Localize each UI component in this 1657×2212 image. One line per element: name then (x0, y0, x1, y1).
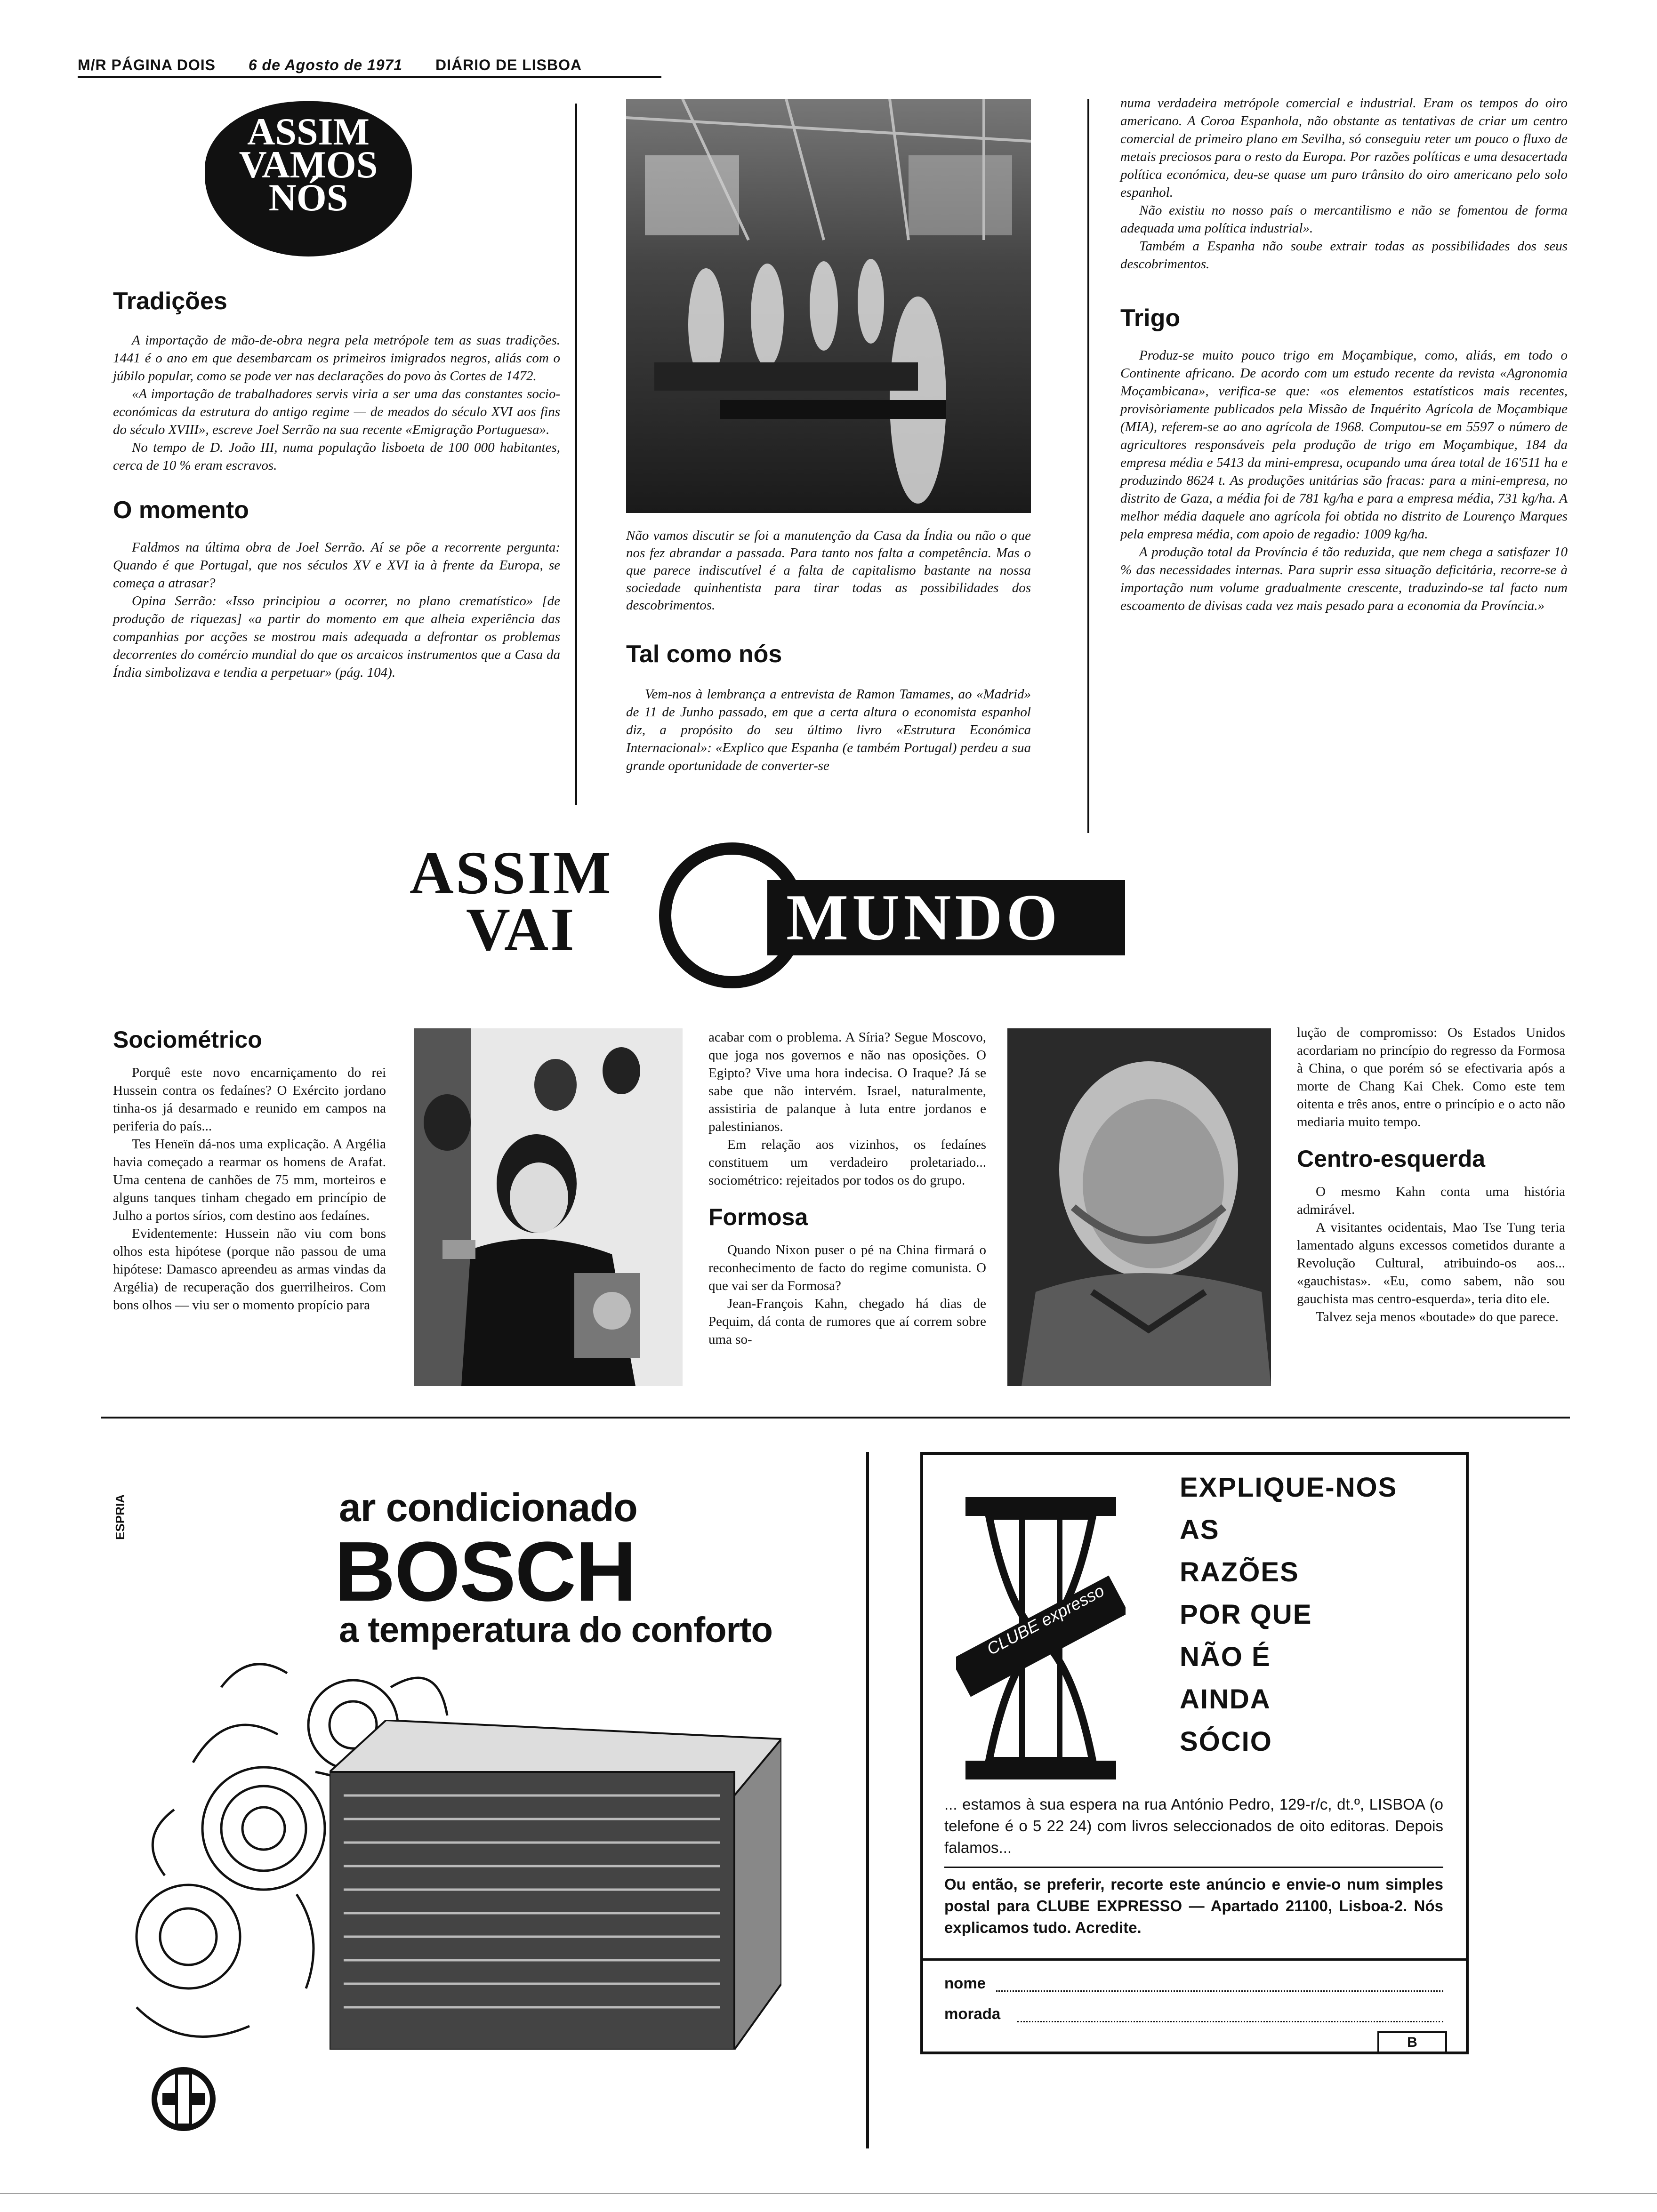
heading-sociometrico: Sociométrico (113, 1026, 262, 1053)
clube-badge-text: CLUBE expresso (983, 1580, 1108, 1659)
headline-line: NÃO É (1180, 1642, 1271, 1672)
paragraph: «A importação de trabalhadores servis viria a ser uma das constantes socio-económicas da estrutura do antigo regime — de meados do século XVI aos fins do século XVIII», escreve Joel Serrão na sua recente «Emigração Portuguesa». (113, 386, 560, 437)
column-1 (113, 287, 560, 681)
bosch-brand: BOSCH (334, 1524, 636, 1619)
article-formosa (708, 1241, 986, 1348)
paragraph: Quando Nixon puser o pé na China firmará o reconhecimento de facto do regime comunista. O que vai ser da Formosa? (708, 1242, 986, 1293)
headline-line: AINDA (1180, 1684, 1271, 1715)
heading-formosa: Formosa (708, 1204, 808, 1230)
paragraph: Tes Heneïn dá-nos uma explicação. A Argélia havia começado a rearmar os homens de Arafat. Uma centena de canhões de 75 mm, morteiros e alguns tanques tinham chegado em princípio de Julho a portos sírios, com destino aos fedaínes. (113, 1137, 386, 1223)
logo-line: VAMOS (239, 143, 378, 186)
heading-trigo: Trigo (1120, 305, 1181, 332)
paragraph: A visitantes ocidentais, Mao Tse Tung teria lamentado alguns excessos cometidos durante a Revolução Cultural, atribuindo-os aos... «gauchistas». «Eu, como sabem, não sou gauchista mas centro-esquerda», teria dito ele. (1297, 1220, 1565, 1306)
paragraph: Em relação aos vizinhos, os fedaínes constituem um verdadeiro proletariado... sociométrico: rejeitados por todos os do grupo. (708, 1137, 986, 1188)
paragraph: Vem-nos à lembrança a entrevista de Ramon Tamames, ao «Madrid» de 11 de Junho passado, em que a certa altura o economista espanhol diz, a propósito do seu último livro «Estrutura Económica Internacional»: «Explico que Espanha (e também Portugal) perdeu a sua grande oportunidade de converter-se (626, 687, 1031, 773)
paragraph: Talvez seja menos «boutade» do que parece. (1316, 1309, 1559, 1324)
article-o-momento (113, 538, 560, 681)
paragraph: No tempo de D. João III, numa população lisboeta de 100 000 habitantes, cerca de 10 % eram escravos. (113, 440, 560, 473)
article-sociometrico (113, 1064, 386, 1314)
article-formosa-cont (1297, 1024, 1565, 1131)
column-centro-esquerda (1297, 1024, 1565, 1326)
paragraph: Porquê este novo encarniçamento do rei Hussein contra os fedaínes? O Exército jordano tinha-os já desarmado e reunido em campos na periferia do país... (113, 1065, 386, 1134)
headline-line: POR QUE (1180, 1599, 1312, 1630)
column-divider (575, 104, 577, 805)
masthead-date: 6 de Agosto de 1971 (248, 56, 403, 73)
coupon-morada-label: morada (944, 2005, 1001, 2022)
chiang-photo (1007, 1028, 1271, 1386)
headline-line: SÓCIO (1180, 1726, 1272, 1757)
bosch-ad (94, 1452, 869, 2148)
column-3 (1120, 94, 1568, 615)
paragraph: acabar com o problema. A Síria? Segue Moscovo, que joga nos governos e não nas oposições. O Egipto? Vive uma hora indecisa. O Iraque? Já se sabe que não intervém. Israel, naturalmente, assistiria de palanque à luta entre jordanos e palestinianos. (708, 1030, 986, 1134)
ad-agency-mark: ESPRIA (113, 1494, 127, 1540)
heading-tradicoes: Tradições (113, 288, 227, 315)
paragraph: Faldmos na última obra de Joel Serrão. Aí se põe a recorrente pergunta: Quando é que Portugal, que nos séculos XV e XVI ia à frente da Europa, se começa a atrasar? (113, 540, 560, 591)
bosch-line-1: ar condicionado (339, 1485, 637, 1530)
headline-line: RAZÕES (1180, 1557, 1299, 1587)
paragraph: Também a Espanha não soube extrair todas as possibilidades dos seus descobrimentos. (1120, 239, 1568, 272)
clube-headline (1180, 1467, 1397, 1763)
heading-centro-esquerda: Centro-esquerda (1297, 1146, 1486, 1172)
bosch-tagline: a temperatura do conforto (339, 1610, 772, 1650)
paragraph: Produz-se muito pouco trigo em Moçambique, como, aliás, em todo o Continente africano. De acordo com um estudo recente da revista «Agronomia Moçambicana», verifica-se que: «os elementos estatísticos mais recentes, provisòriamente publicados pela Missão de Inquérito Agrícola de Moçambique (MIA), referem-se ao ano agrícola de 1968. Computou-se em 5597 o número de agricultores responsáveis pela produção de trigo em Moçambique, 184 da empresa média e 5413 da mini-empresa, ocupando uma área total de 16'511 ha e produzindo 8624 t. As produções unitárias são fracas: para a mini-empresa, no distrito de Gaza, a média foi de 781 kg/ha e para a empresa média, 731 kg/ha. A melhor média daquele ano agrícola foi obtida no distrito de Lourenço Marques pela empresa média, com apoio de regadio: 1009 kg/ha. (1120, 348, 1568, 542)
photo-caption: Não vamos discutir se foi a manutenção da Casa da Índia ou não o que nos fez abrandar a passada. Para tanto nos falta a competência. Mas o que parece indiscutível é a falta de capitalismo bastante na nossa sociedade quinhentista para tirar todas as possibilidades dos descobrimentos. (626, 528, 1031, 613)
article-continued (1120, 94, 1568, 273)
article-tradicoes (113, 331, 560, 474)
coupon-code-box: B (1377, 2031, 1447, 2054)
air-conditioner-illustration (330, 1720, 781, 2050)
heading-tal-como-nos: Tal como nós (626, 641, 782, 668)
coupon-nome-field[interactable] (996, 1990, 1443, 1992)
coupon-nome-label: nome (944, 1974, 986, 1992)
paragraph: Jean-François Kahn, chegado há dias de Pequim, dá conta de rumores que aí correm sobre uma so- (708, 1296, 986, 1347)
paragraph: Evidentemente: Hussein não viu com bons olhos esta hipótese (porque não passou de uma hipótese: Damasco apreendeu as armas vindas da Argélia) de recuperação dos guerrilheiros. Com bons olhos — viu ser o momento propício para (113, 1226, 386, 1313)
section-rule (101, 1417, 1570, 1419)
paragraph: Não existiu no nosso país o mercantilismo e não se fomentou de forma adequada uma política industrial». (1120, 203, 1568, 236)
page-edge-rule (0, 2193, 1657, 2194)
article-trigo (1120, 346, 1568, 615)
paragraph: lução de compromisso: Os Estados Unidos acordariam no princípio do regresso da Formosa à China, o que porém só se efectivaria após a morte de Chang Kai Chek. Como este tem oitenta e três anos, entre o princípio e o acto não mediaria muito tempo. (1297, 1025, 1565, 1130)
clube-address-text: ... estamos à sua espera na rua António Pedro, 129-r/c, dt.º, LISBOA (o telefone é o 5 22 24) com livros seleccionados de oito editoras. Depois falamos... (944, 1795, 1443, 1856)
masthead (78, 56, 610, 74)
article-tal-como-nos (626, 685, 1031, 775)
heading-o-momento: O momento (113, 497, 249, 524)
column-2 (626, 640, 1031, 775)
masthead-paper: DIÁRIO DE LISBOA (435, 56, 582, 73)
paragraph: O mesmo Kahn conta uma história admirável. (1297, 1184, 1565, 1217)
headline-line: EXPLIQUE-NOS (1180, 1472, 1398, 1503)
column-divider (1087, 99, 1089, 833)
column-sociometrico (113, 1026, 386, 1314)
paragraph: Opina Serrão: «Isso principiou a ocorrer, no plano crematístico» [de produção de riquezas] «a partir do momento em que alheia experiência das companhias por acções se mostrou mais adequada a defrontar os problemas decorrentes do comércio mundial do que os arcaicos instrumentos que a Casa da Índia simbolizava e tendia a perpetuar» (pág. 104). (113, 593, 560, 680)
logo-assim: ASSIM (410, 839, 613, 907)
workshop-photo-art (626, 99, 1031, 513)
bosch-emblem-icon (148, 2064, 219, 2134)
hussein-photo-art (414, 1028, 683, 1386)
assim-vai-mundo-logo (410, 838, 1134, 993)
article-sociometrico-cont (708, 1028, 986, 1189)
clube-instructions-text: Ou então, se preferir, recorte este anúncio e envie-o num simples postal para CLUBE EXPRESSO — Apartado 21100, Lisboa-2. Nós explicamos tudo. Acredite. (944, 1875, 1443, 1936)
hussein-photo (414, 1028, 683, 1386)
paragraph: A produção total da Província é tão reduzida, que nem chega a satisfazer 10 % das necessidades internas. Para suprir essa situação deficitária, recorre-se à importação num volume gradualmente crescente, traduzindo-se tal facto num escoamento de divisas cada vez mais pesado para a economia da Província.» (1120, 545, 1568, 613)
logo-line: ASSIM (247, 110, 370, 153)
chiang-photo-art (1007, 1028, 1271, 1386)
article-centro-esquerda (1297, 1183, 1565, 1326)
logo-mundo: MUNDO (767, 880, 1125, 955)
masthead-page: M/R PÁGINA DOIS (78, 56, 216, 73)
logo-vai: VAI (466, 896, 576, 963)
paragraph: A importação de mão-de-obra negra pela metrópole tem as suas tradições. 1441 é o ano em que desembarcam os primeiros imigrados negros, aliás com o júbilo popular, como se pode ver nas declarações do povo às Cortes de 1472. (113, 333, 560, 384)
headline-line: AS (1180, 1515, 1220, 1545)
clube-divider (944, 1867, 1443, 1868)
workshop-photo (626, 99, 1031, 513)
clube-expresso-ad (920, 1452, 1469, 2054)
coupon-morada-field[interactable] (1017, 2021, 1443, 2022)
hourglass-logo-icon (956, 1497, 1126, 1779)
column-formosa (708, 1028, 986, 1348)
masthead-rule (78, 76, 661, 78)
coupon-divider (923, 1958, 1466, 1961)
logo-line: NÓS (268, 176, 348, 219)
assim-vamos-nos-logo (205, 101, 412, 256)
paragraph: numa verdadeira metrópole comercial e industrial. Eram os tempos do oiro americano. A Coroa Espanhola, não obstante as tentativas de criar um centro comercial de primeiro plano em Sevilha, só conseguiu reter um pouco o fluxo de metais preciosos para o resto da Europa. Por razões políticas e uma desacertada política económica, deu-se quase um puro trânsito do oiro americano pelo solo espanhol. (1120, 96, 1568, 200)
